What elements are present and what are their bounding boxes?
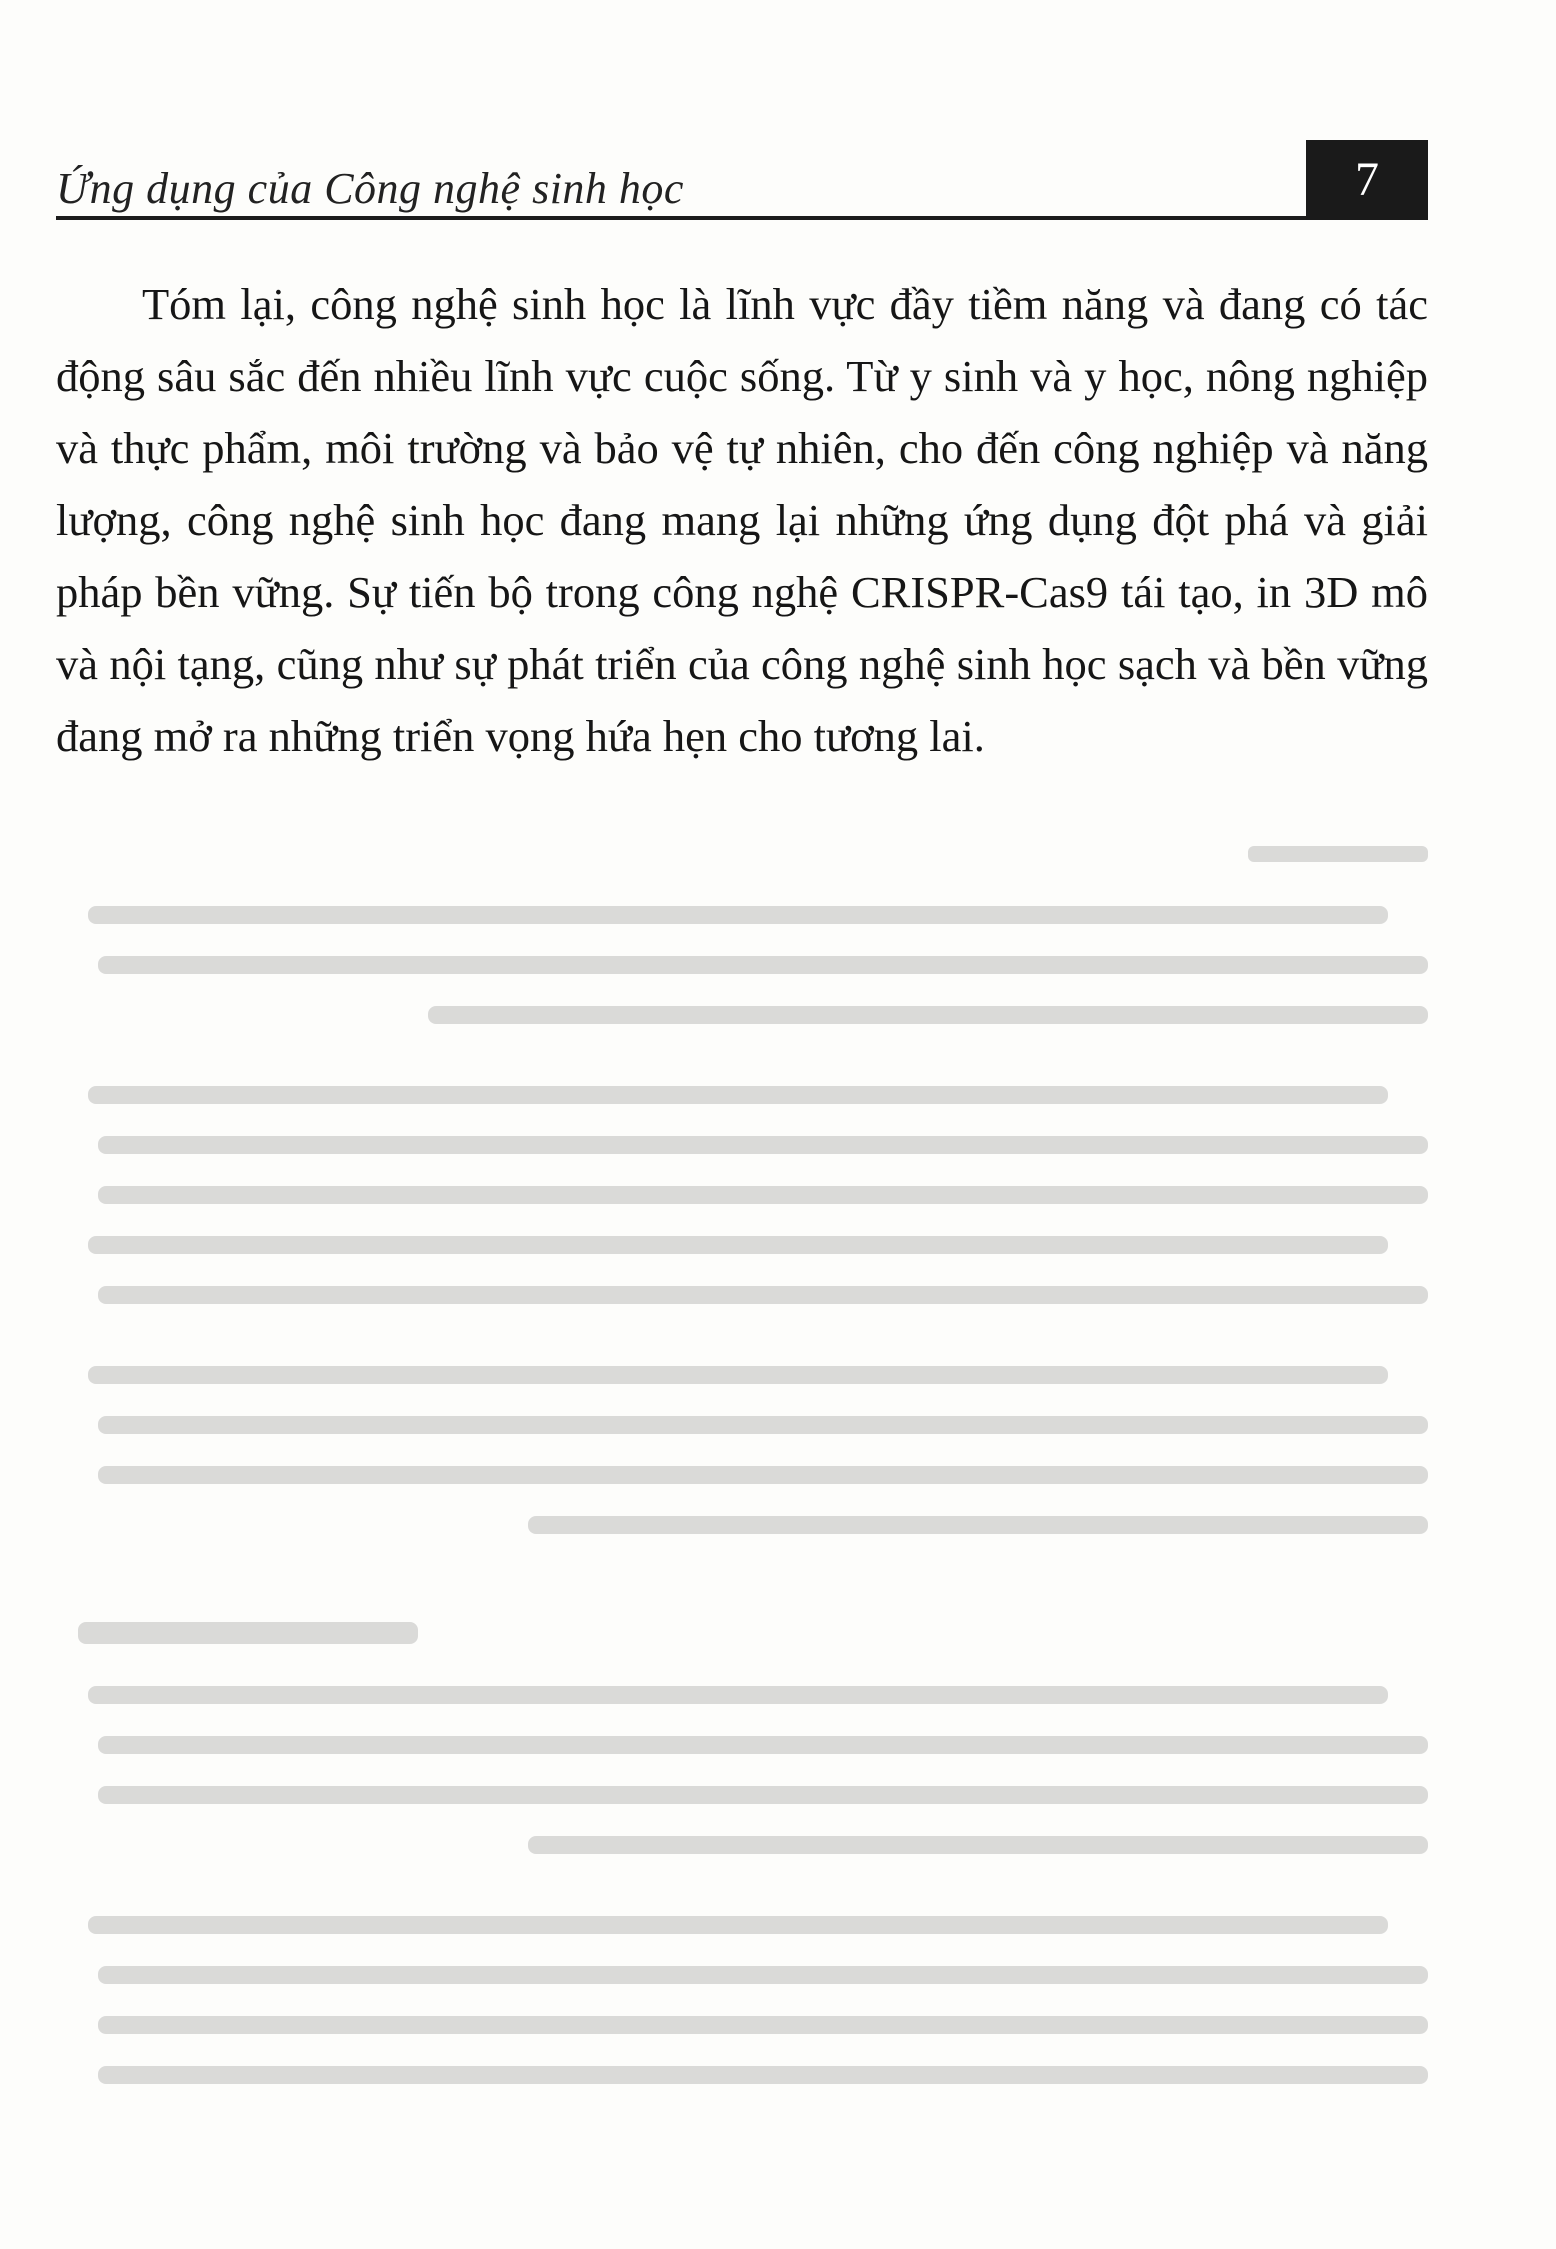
page-number: 7 [1355, 153, 1379, 206]
show-through-texture [56, 846, 1428, 2244]
show-through-lines [56, 846, 1428, 2244]
running-header [56, 140, 1428, 220]
body-paragraph: Tóm lại, công nghệ sinh học là lĩnh vực đầy tiềm năng và đang có tác động sâu sắc đến nhiều lĩnh vực cuộc sống. Từ y sinh và y học, nông nghiệp và thực phẩm, môi trường và bảo vệ tự nhiên, cho đến công nghiệp và năng lượng, công nghệ sinh học đang mang lại những ứng dụng đột phá và giải pháp bền vững. Sự tiến bộ trong công nghệ CRISPR-Cas9 tái tạo, in 3D mô và nội tạng, cũng như sự phát triển của công nghệ sinh học sạch và bền vững đang mở ra những triển vọng hứa hẹn cho tương lai. [56, 279, 1428, 761]
running-header-title: Ứng dụng của Công nghệ sinh học [56, 164, 684, 213]
header-rule [56, 216, 1428, 220]
page-number-box [1306, 140, 1428, 220]
